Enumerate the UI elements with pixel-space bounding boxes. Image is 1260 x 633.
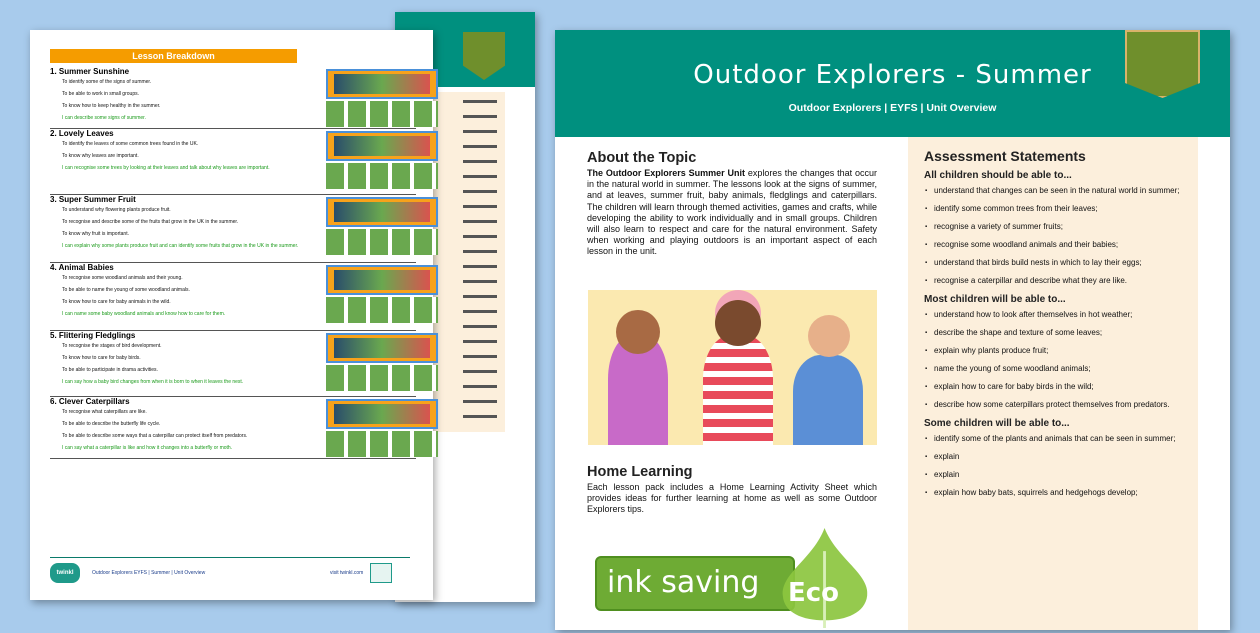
lesson-thumbnail	[326, 131, 438, 189]
assessment-item: ▪ recognise a caterpillar and describe what they are like.	[934, 276, 1182, 286]
unit-overview-page	[555, 30, 1230, 630]
home-heading: Home Learning	[587, 464, 693, 480]
assessment-item: ▪ explain how baby bats, squirrels and hedgehogs develop;	[934, 488, 1182, 498]
assessment-item: ▪ understand that birds build nests in which to lay their eggs;	[934, 258, 1182, 268]
assessment-item: ▪ explain	[934, 452, 1182, 462]
lesson-objective: To know how to care for baby birds.	[62, 355, 141, 361]
i-can-statement: I can say what a caterpillar is like and how it changes into a butterfly or moth.	[62, 445, 233, 451]
assessment-panel	[908, 137, 1198, 630]
home-text: Each lesson pack includes a Home Learning Activity Sheet which provides ideas for further learning at home as well as some Outdoor Explorers tips.	[587, 482, 877, 515]
about-heading: About the Topic	[587, 150, 697, 166]
lesson-objective: To be able to describe some ways that a caterpillar can protect itself from predators.	[62, 433, 248, 439]
assessment-item: ▪ identify some of the plants and animals that can be seen in summer;	[934, 434, 1182, 444]
assessment-item: ▪ recognise a variety of summer fruits;	[934, 222, 1182, 232]
lesson-objective: To be able to describe the butterfly life cycle.	[62, 421, 161, 427]
assessment-item: ▪ identify some common trees from their leaves;	[934, 204, 1182, 214]
lesson-objective: To recognise some woodland animals and their young.	[62, 275, 183, 281]
assessment-item: ▪ describe the shape and texture of some leaves;	[934, 328, 1182, 338]
assessment-item: ▪ understand how to look after themselves in hot weather;	[934, 310, 1182, 320]
page-footer	[50, 557, 410, 596]
assessment-item: ▪ recognise some woodland animals and their babies;	[934, 240, 1182, 250]
page-title: Outdoor Explorers - Summer	[693, 60, 1092, 90]
assessment-group-title: Some children will be able to...	[924, 418, 1070, 429]
lesson-title: 4. Animal Babies	[50, 263, 114, 272]
eco-label: Eco	[788, 578, 840, 608]
lesson-row	[50, 263, 416, 331]
lesson-row	[50, 67, 416, 129]
lesson-title: 5. Flittering Fledglings	[50, 331, 136, 340]
lesson-title: 1. Summer Sunshine	[50, 67, 130, 76]
lesson-objective: To be able to work in small groups.	[62, 91, 139, 97]
lesson-objective: To know how to keep healthy in the summer.	[62, 103, 161, 109]
lesson-objective: To know how to care for baby animals in the wild.	[62, 299, 171, 305]
lesson-thumbnail	[326, 197, 438, 255]
i-can-statement: I can say how a baby bird changes from when it is born to when it leaves the nest.	[62, 379, 244, 385]
lesson-objective: To recognise the stages of bird development.	[62, 343, 162, 349]
assessment-item: ▪ explain why plants produce fruit;	[934, 346, 1182, 356]
footer-doc-name: Outdoor Explorers EYFS | Summer | Unit Overview	[92, 570, 206, 576]
lesson-thumbnail	[326, 69, 438, 127]
assessment-item: ▪ explain how to care for baby birds in the wild;	[934, 382, 1182, 392]
i-can-statement: I can explain why some plants produce fruit and can identify some fruits that grow in the UK in the summer.	[62, 243, 299, 249]
about-section	[587, 150, 877, 258]
lesson-thumbnail	[326, 265, 438, 323]
lesson-objective: To identify some of the signs of summer.	[62, 79, 152, 85]
about-lead: The Outdoor Explorers Summer Unit	[587, 168, 746, 178]
assessment-heading: Assessment Statements	[924, 148, 1086, 164]
lesson-title: 3. Super Summer Fruit	[50, 195, 136, 204]
lesson-row	[50, 195, 416, 263]
lesson-objective: To be able to name the young of some woodland animals.	[62, 287, 190, 293]
about-body: explores the changes that occur in the natural world in summer. The lessons look at the signs of summer, and at leaves, summer fruit, baby animals, fledglings and caterpillars. The children will learn through themed activities, games and crafts, while developing the ability to work individually and in small groups. Children will also learn to respect and care for the natural environment. Safety when working and playing outdoors is an important aspect of each lesson in the unit.	[587, 168, 877, 257]
i-can-statement: I can name some baby woodland animals and know how to care for them.	[62, 311, 226, 317]
lesson-objective: To know why fruit is important.	[62, 231, 129, 237]
i-can-statement: I can describe some signs of summer.	[62, 115, 146, 121]
assessment-item: ▪ describe how some caterpillars protect themselves from predators.	[934, 400, 1182, 410]
home-learning-section	[587, 464, 877, 516]
children-illustration	[588, 290, 877, 445]
page-header	[555, 30, 1230, 137]
lesson-row	[50, 129, 416, 195]
lesson-objective: To recognise and describe some of the fruits that grow in the UK in the summer.	[62, 219, 239, 225]
about-text	[587, 168, 877, 258]
assessment-item: ▪ explain	[934, 470, 1182, 480]
lesson-objective: To recognise what caterpillars are like.	[62, 409, 147, 415]
lesson-row	[50, 397, 416, 459]
lesson-thumbnail	[326, 333, 438, 391]
lesson-title: 2. Lovely Leaves	[50, 129, 114, 138]
lesson-objective: To identify the leaves of some common trees found in the UK.	[62, 141, 199, 147]
lesson-title: 6. Clever Caterpillars	[50, 397, 130, 406]
lesson-thumbnail	[326, 399, 438, 457]
lesson-objective: To understand why flowering plants produce fruit.	[62, 207, 171, 213]
i-can-statement: I can recognise some trees by looking at their leaves and talk about why leaves are important.	[62, 165, 270, 171]
assessment-item: ▪ understand that changes can be seen in the natural world in summer;	[934, 186, 1182, 196]
assessment-group-title: Most children will be able to...	[924, 294, 1066, 305]
lesson-row	[50, 331, 416, 397]
twinkl-logo: twinkl EYFS	[50, 563, 80, 583]
lesson-objective: To know why leaves are important.	[62, 153, 139, 159]
footer-site: visit twinkl.com	[330, 570, 364, 576]
assessment-group-title: All children should be able to...	[924, 170, 1072, 181]
section-title: Lesson Breakdown	[50, 49, 297, 63]
ink-saving-badge: ink saving	[595, 556, 795, 611]
quality-check-icon	[370, 563, 392, 583]
lesson-objective: To be able to participate in drama activities.	[62, 367, 158, 373]
assessment-item: ▪ name the young of some woodland animals;	[934, 364, 1182, 374]
eco-leaf-icon	[780, 528, 870, 628]
page-subtitle: Outdoor Explorers | EYFS | Unit Overview	[788, 102, 997, 114]
lesson-breakdown-page	[30, 30, 433, 600]
